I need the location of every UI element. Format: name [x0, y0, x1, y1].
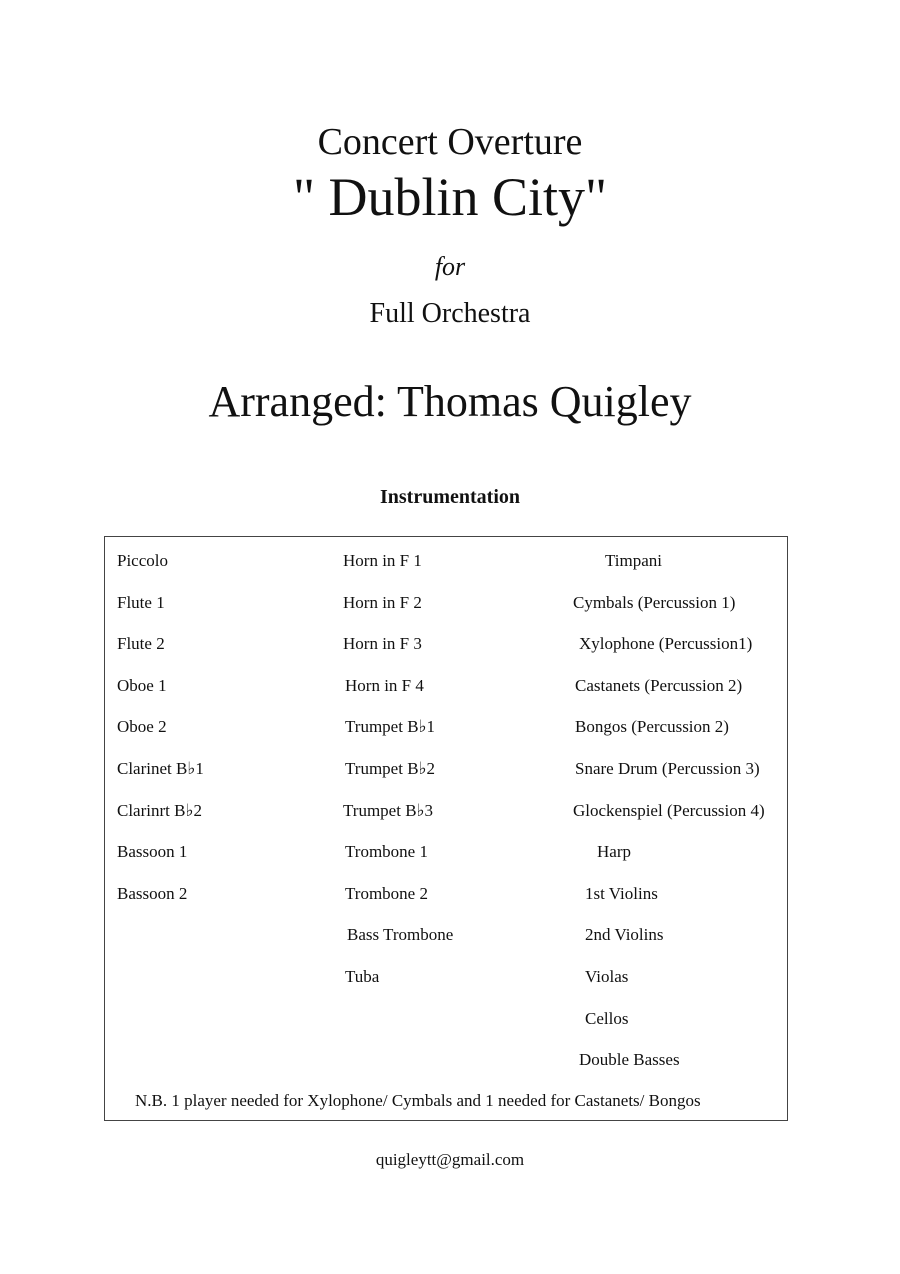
- for-label: for: [434, 252, 466, 281]
- instrument-item: Bass Trombone: [347, 925, 454, 945]
- instrument-item: Flute 1: [117, 592, 165, 612]
- instrument-item: Horn in F 1: [343, 551, 422, 570]
- instrument-item: Cymbals (Percussion 1): [573, 592, 736, 612]
- instrument-item: Oboe 2: [117, 717, 167, 737]
- instrument-item: Horn in F 3: [343, 634, 422, 654]
- arranger-credit: Arranged: Thomas Quigley: [208, 377, 692, 426]
- instrument-item: Castanets (Percussion 2): [575, 675, 743, 695]
- instrumentation-note: N.B. 1 player needed for Xylophone/ Cymbals and 1 needed for Castanets/ Bongos: [135, 1091, 701, 1110]
- subtitle: Concert Overture: [317, 121, 583, 163]
- instrument-item: Trombone 1: [345, 842, 428, 862]
- instrument-item: Cellos: [585, 1008, 629, 1028]
- instrument-item: Timpani: [605, 551, 663, 570]
- instrument-item: Xylophone (Percussion1): [579, 634, 753, 654]
- instrument-item: Oboe 1: [117, 675, 167, 695]
- instrumentation-box: [104, 536, 788, 1121]
- instrument-item: Clarinrt B♭2: [117, 800, 202, 820]
- instrument-item: Bassoon 2: [117, 883, 188, 903]
- contact-email: quigleytt@gmail.com: [375, 1150, 525, 1169]
- instrument-item: Glockenspiel (Percussion 4): [573, 800, 765, 820]
- page-title: " Dublin City": [292, 167, 608, 227]
- instrument-item: Horn in F 2: [343, 592, 422, 612]
- instrument-item: Clarinet B♭1: [117, 759, 204, 778]
- instrument-item: 1st Violins: [585, 883, 658, 903]
- instrumentation-heading: Instrumentation: [379, 486, 520, 508]
- instrument-item: Violas: [585, 967, 629, 986]
- instrument-item: Piccolo: [117, 551, 168, 570]
- instrument-item: Tuba: [345, 967, 380, 986]
- instrument-item: Trumpet B♭3: [343, 800, 434, 820]
- instrument-item: 2nd Violins: [585, 925, 664, 945]
- ensemble-label: Full Orchestra: [369, 298, 531, 329]
- instrument-item: Trumpet B♭1: [345, 717, 436, 737]
- instrument-item: Bongos (Percussion 2): [575, 717, 729, 737]
- instrument-item: Trumpet B♭2: [345, 759, 436, 778]
- instrument-item: Trombone 2: [345, 883, 428, 903]
- instrument-item: Flute 2: [117, 634, 165, 654]
- instrument-item: Double Basses: [579, 1050, 680, 1070]
- instrument-item: Snare Drum (Percussion 3): [575, 759, 760, 778]
- instrument-item: Horn in F 4: [345, 675, 424, 695]
- instrument-item: Harp: [597, 842, 631, 862]
- instrument-item: Bassoon 1: [117, 842, 188, 862]
